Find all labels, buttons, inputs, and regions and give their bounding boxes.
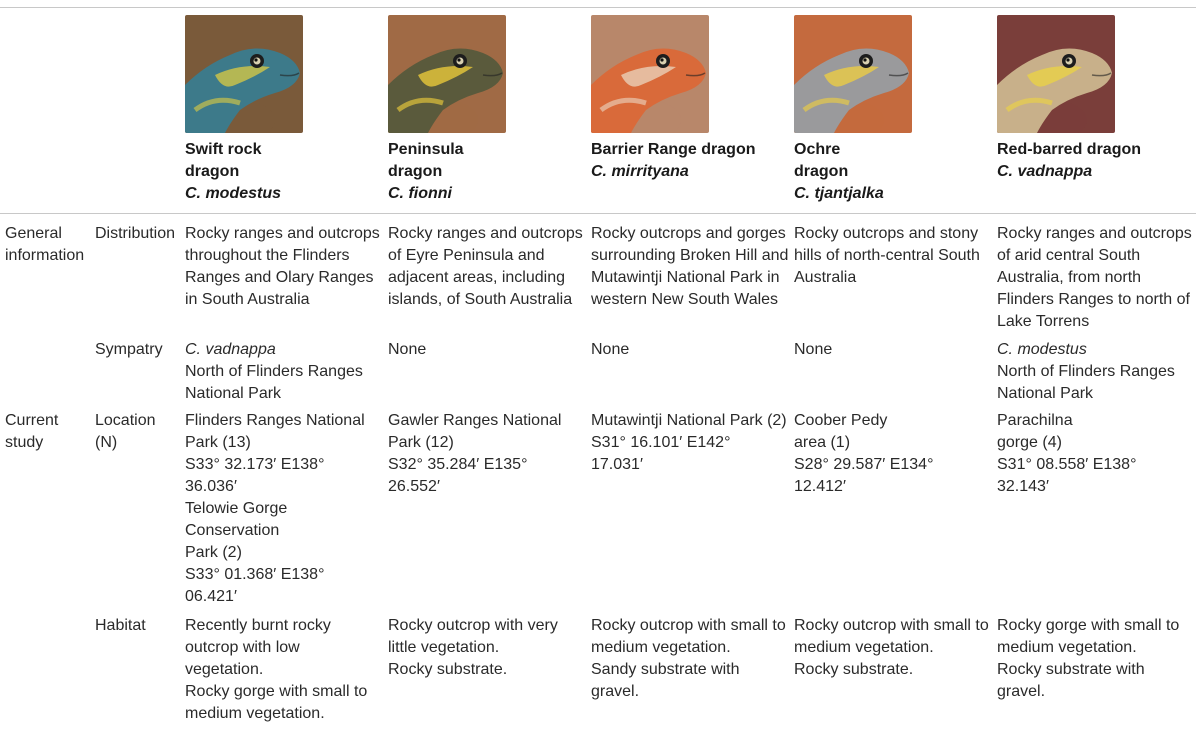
cell-line: 32.143′ [997,478,1049,495]
table-top-rule [0,7,1196,8]
cell-line: Rocky gorge with small to [997,617,1180,634]
cell-line: in South Australia [185,291,310,308]
distribution-cell [185,223,380,311]
species-header [794,139,884,205]
cell-line: outcrop with low [185,639,300,656]
cell-line: Rocky substrate. [388,661,508,678]
scientific-name: C. modestus [185,185,282,202]
cell-line: Flinders Ranges to north of [997,291,1190,308]
cell-line: S33° 32.173′ E138° [185,456,325,473]
habitat-cell [388,615,558,681]
cell-line: North of Flinders Ranges [997,363,1175,380]
cell-line: S28° 29.587′ E134° [794,456,934,473]
common-name-line: dragon [388,163,443,180]
location-cell [388,410,561,498]
cell-line: gravel. [997,683,1046,700]
sympatry-cell [997,339,1175,405]
cell-line: little vegetation. [388,639,500,656]
habitat-cell [997,615,1179,703]
cell-line: Conservation [185,522,280,539]
location-cell [997,410,1136,498]
cell-line: Parachilna [997,412,1073,429]
sympatry-cell [591,339,629,361]
cell-line: S31° 16.101′ E142° [591,434,731,451]
species-header [997,139,1141,183]
cell-line: medium vegetation. [591,639,731,656]
cell-line: of Eyre Peninsula and [388,247,545,264]
cell-line: Coober Pedy [794,412,888,429]
cell-line: gorge (4) [997,434,1062,451]
common-name-line: Peninsula [388,141,464,158]
cell-line: vegetation. [185,661,264,678]
cell-line: Rocky ranges and outcrops [388,225,583,242]
sympatry-cell [185,339,363,405]
cell-line: Mutawintji National Park in [591,269,780,286]
lizard-photo-red-barred-icon [997,15,1115,133]
distribution-cell [591,223,788,311]
location-cell [591,410,787,476]
scientific-name: C. tjantjalka [794,185,884,202]
location-cell [185,410,365,608]
common-name-line: dragon [185,163,240,180]
sympatry-cell [794,339,832,361]
cell-line: S31° 08.558′ E138° [997,456,1137,473]
cell-line: C. modestus [997,341,1087,358]
row-label-sympatry: Sympatry [95,341,163,358]
row-label-location: Location (N) [95,412,156,451]
distribution-cell [388,223,583,311]
cell-line: area (1) [794,434,851,451]
lizard-photo-barrier-range-icon [591,15,709,133]
cell-line: Rocky outcrop with small to [794,617,989,634]
cell-line: Telowie Gorge [185,500,288,517]
cell-line: 12.412′ [794,478,846,495]
cell-line: Park (12) [388,434,454,451]
distribution-cell [997,223,1192,333]
cell-line: gravel. [591,683,640,700]
habitat-cell [794,615,989,681]
cell-line: Rocky outcrops and stony [794,225,979,242]
cell-line: None [794,341,833,358]
cell-line: surrounding Broken Hill and [591,247,789,264]
cell-line: throughout the Flinders [185,247,350,264]
header-bottom-rule [0,213,1196,214]
common-name-line: Swift rock [185,141,262,158]
distribution-cell [794,223,980,289]
habitat-cell [591,615,786,703]
cell-line: of arid central South [997,247,1141,264]
location-cell [794,410,933,498]
cell-line: 26.552′ [388,478,440,495]
cell-line: hills of north-central South [794,247,980,264]
row-label-habitat: Habitat [95,617,146,634]
lizard-photo-swift-rock-icon [185,15,303,133]
cell-line: S32° 35.284′ E135° [388,456,528,473]
cell-line: None [388,341,427,358]
cell-line: Ranges and Olary Ranges [185,269,374,286]
scientific-name: C. vadnappa [997,163,1093,180]
cell-line: Rocky outcrop with small to [591,617,786,634]
cell-line: adjacent areas, including [388,269,566,286]
common-name-line: dragon [794,163,849,180]
cell-line: Rocky ranges and outcrops [997,225,1192,242]
lizard-photo-ochre-icon [794,15,912,133]
cell-line: Sandy substrate with [591,661,740,678]
cell-line: Recently burnt rocky [185,617,331,634]
cell-line: Rocky outcrop with very [388,617,558,634]
cell-line: Rocky outcrops and gorges [591,225,786,242]
cell-line: Park (2) [185,544,242,561]
species-header [591,139,755,183]
cell-line: Flinders Ranges National [185,412,365,429]
cell-line: medium vegetation. [997,639,1137,656]
species-header [388,139,464,205]
cell-line: western New South Wales [591,291,779,308]
lizard-photo-peninsula-icon [388,15,506,133]
common-name-line: Barrier Range dragon [591,141,756,158]
cell-line: North of Flinders Ranges [185,363,363,380]
cell-line: Rocky substrate with [997,661,1145,678]
cell-line: C. vadnappa [185,341,276,358]
section-label-current: Current study [5,412,59,451]
cell-line: Rocky ranges and outcrops [185,225,380,242]
cell-line: medium vegetation. [794,639,934,656]
cell-line: None [591,341,630,358]
cell-line: National Park [185,385,282,402]
cell-line: Australia [794,269,857,286]
cell-line: Rocky substrate. [794,661,914,678]
species-header [185,139,281,205]
cell-line: islands, of South Australia [388,291,573,308]
habitat-cell [185,615,367,725]
cell-line: 36.036′ [185,478,237,495]
cell-line: Australia, from north [997,269,1142,286]
cell-line: Lake Torrens [997,313,1090,330]
common-name-line: Ochre [794,141,841,158]
cell-line: 06.421′ [185,588,237,605]
cell-line: Gawler Ranges National [388,412,562,429]
common-name-line: Red-barred dragon [997,141,1142,158]
row-label-distribution: Distribution [95,225,176,242]
sympatry-cell [388,339,426,361]
cell-line: medium vegetation. [185,705,325,722]
cell-line: Park (13) [185,434,251,451]
scientific-name: C. mirrityana [591,163,689,180]
section-label-general: General information [5,225,85,264]
cell-line: S33° 01.368′ E138° [185,566,325,583]
cell-line: Rocky gorge with small to [185,683,368,700]
cell-line: 17.031′ [591,456,643,473]
cell-line: Mutawintji National Park (2) [591,412,787,429]
cell-line: National Park [997,385,1094,402]
scientific-name: C. fionni [388,185,452,202]
